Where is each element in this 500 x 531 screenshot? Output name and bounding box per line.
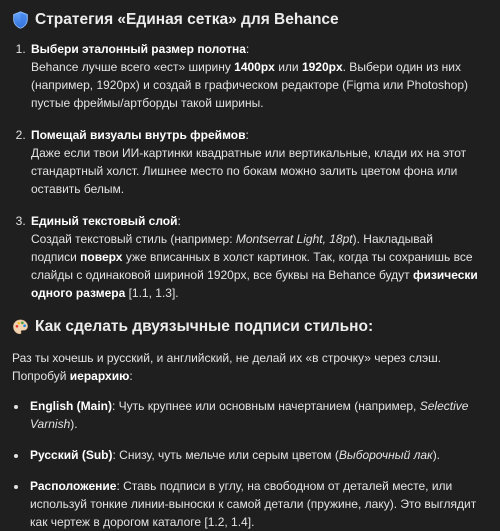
palette-icon	[12, 318, 29, 336]
strategy-list	[12, 40, 488, 302]
section-heading-bilingual	[12, 316, 488, 338]
list-item: 3. Единый текстовый слой: Создай текстовый стиль (например: Montserrat Light, 18pt). Накладывай подписи поверх уже вписанных в холст картинок. Так, когда ты сохранишь все слайды с одинаковой шириной 1920px, все буквы на Behance будут физически одного размера [1.1, 1.3].	[29, 212, 488, 302]
shield-icon	[12, 11, 29, 29]
list-item: • Расположение: Ставь подписи в углу, на свободном от деталей месте, или используй тонкие линии-выноски к самой детали (пружине, лаку). Это выглядит как чертеж в дорогом каталоге [1.2, 1.4].	[28, 477, 488, 531]
section-title: Стратегия «Единая сетка» для Behance	[35, 11, 339, 28]
list-item: • English (Main): Чуть крупнее или основным начертанием (например, Selective Varnish).	[28, 397, 488, 433]
list-item: 2. Помещай визуалы внутрь фреймов: Даже если твои ИИ-картинки квадратные или вертикальные, клади их на этот стандартный холст. Лишнее место по бокам можно залить цветом фона или оставить белым.	[29, 126, 488, 198]
list-item: 1. Выбери эталонный размер полотна: Behance лучше всего «ест» ширину 1400px или 1920px. Выбери один из них (например, 1920px) и создай в графическом редакторе (Figma или Photoshop) пустые фреймы/артборды такой ширины.	[29, 40, 488, 112]
section-title: Как сделать двуязычные подписи стильно:	[35, 318, 374, 335]
item-title: Помещай визуалы внутрь фреймов	[31, 128, 246, 142]
item-title: Единый текстовый слой	[31, 214, 178, 228]
bilingual-list	[12, 397, 488, 531]
item-title: Русский (Sub)	[30, 448, 113, 462]
item-title: Выбери эталонный размер полотна	[31, 42, 246, 56]
item-body: Создай текстовый стиль (например: Montserrat Light, 18pt). Накладывай подписи поверх уже вписанных в холст картинок. Так, когда ты сохранишь все слайды с одинаковой шириной 1920px, все буквы на Behance будут физически одного размера [1.1, 1.3].	[31, 232, 478, 300]
item-title: Расположение	[30, 479, 117, 493]
item-body: Behance лучше всего «ест» ширину 1400px или 1920px. Выбери один из них (например, 1920px) и создай в графическом редакторе (Figma или Photoshop) пустые фреймы/артборды такой ширины.	[31, 60, 469, 110]
section-heading-strategy	[12, 9, 488, 31]
intro-paragraph: Раз ты хочешь и русский, и английский, не делай их «в строчку» через слэш. Попробуй иерархию:	[12, 351, 442, 383]
item-body: Даже если твои ИИ-картинки квадратные или вертикальные, клади их на этот стандартный холст. Лишнее место по бокам можно залить цветом фона или оставить белым.	[31, 146, 467, 196]
item-title: English (Main)	[30, 399, 112, 413]
list-item: • Русский (Sub): Снизу, чуть мельче или серым цветом (Выборочный лак).	[28, 446, 488, 464]
